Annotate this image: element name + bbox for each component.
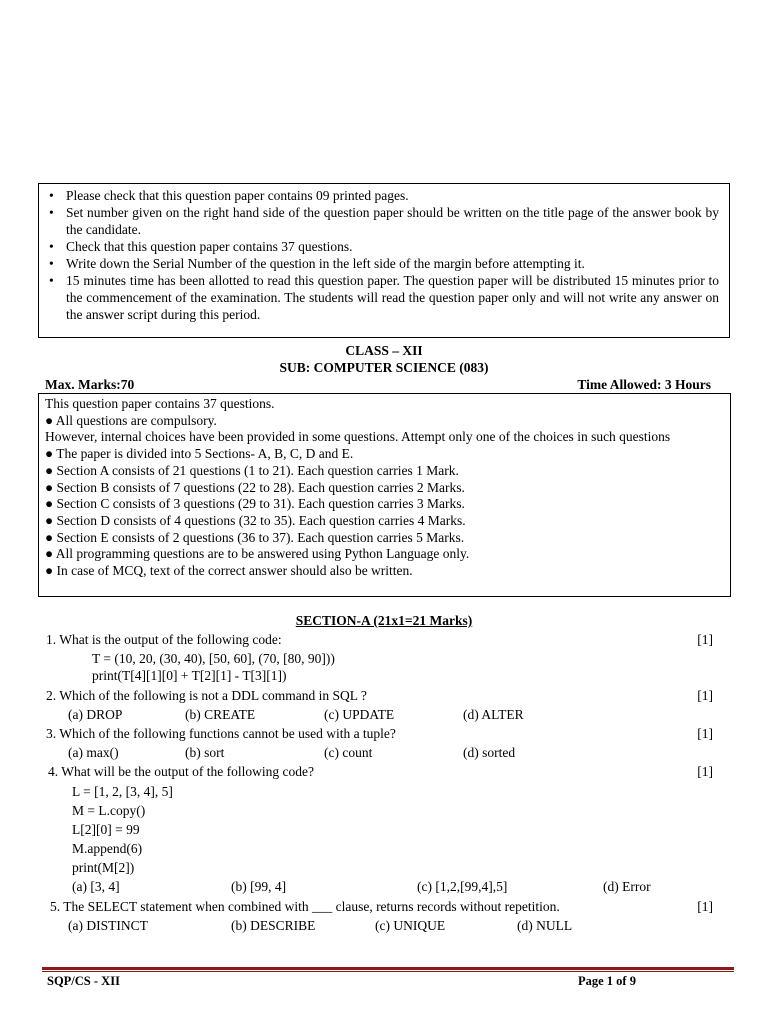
- question-4-code-line: M = L.copy(): [72, 803, 146, 818]
- question-2-option-b: (b) CREATE: [185, 707, 256, 722]
- instructions-box: [38, 183, 730, 338]
- question-5-option-c: (c) UNIQUE: [375, 918, 446, 933]
- general-instruction-line: ● Section C consists of 3 questions (29 to 31). Each question carries 3 Marks.: [45, 496, 465, 512]
- question-1-code-line: print(T[4][1][0] + T[2][1] - T[3][1]): [92, 668, 287, 683]
- question-5-option-b: (b) DESCRIBE: [231, 918, 316, 933]
- section-a-title: SECTION-A (21x1=21 Marks): [295, 613, 473, 628]
- question-3-option-c: (c) count: [324, 745, 373, 760]
- general-instruction-line: This question paper contains 37 questions.: [45, 396, 275, 411]
- general-instruction-line: ● Section D consists of 4 questions (32 to 35). Each question carries 4 Marks.: [45, 512, 466, 528]
- question-4-option-a: (a) [3, 4]: [72, 879, 120, 894]
- question-3-option-a: (a) max(): [68, 745, 119, 760]
- general-instruction-line: ● In case of MCQ, text of the correct answer should also be written.: [45, 563, 413, 579]
- question-4-code-line: L[2][0] = 99: [72, 822, 140, 837]
- instruction-item: • Set number given on the right hand side of the question paper should be written on the title page of the answer book by the candidate.: [66, 204, 719, 238]
- question-5-option-a: (a) DISTINCT: [68, 918, 148, 933]
- question-1-text: 1. What is the output of the following code:: [46, 632, 282, 647]
- question-2-option-d: (d) ALTER: [463, 707, 524, 722]
- question-4-option-b: (b) [99, 4]: [231, 879, 287, 894]
- max-marks: Max. Marks:70: [45, 377, 135, 392]
- question-4-code-line: L = [1, 2, [3, 4], 5]: [72, 784, 173, 799]
- question-4-code-line: M.append(6): [72, 841, 143, 856]
- instruction-item: • Write down the Serial Number of the question in the left side of the margin before attempting it.: [66, 255, 719, 272]
- question-5-marks: [1]: [697, 899, 713, 914]
- question-4-text: 4. What will be the output of the following code?: [48, 764, 314, 779]
- general-instruction-line: ● Section B consists of 7 questions (22 to 28). Each question carries 2 Marks.: [45, 479, 465, 495]
- instruction-item: • Check that this question paper contains 37 questions.: [66, 238, 719, 255]
- question-2-option-a: (a) DROP: [68, 707, 123, 722]
- footer-divider: [42, 971, 734, 972]
- question-4-option-c: (c) [1,2,[99,4],5]: [417, 879, 508, 894]
- question-1-code-line: T = (10, 20, (30, 40), [50, 60], (70, [80, 90])): [92, 651, 335, 666]
- question-4-option-d: (d) Error: [603, 879, 651, 894]
- question-3-option-b: (b) sort: [185, 745, 225, 760]
- general-instructions-box: [38, 393, 731, 597]
- class-heading: CLASS – XII: [345, 343, 423, 358]
- general-instruction-line: However, internal choices have been provided in some questions. Attempt only one of the choices in such questions: [45, 429, 671, 445]
- footer-page-number: Page 1 of 9: [578, 974, 636, 988]
- question-4-marks: [1]: [697, 764, 713, 779]
- question-3-marks: [1]: [697, 726, 713, 741]
- question-5-option-d: (d) NULL: [517, 918, 573, 933]
- general-instruction-line: ● All questions are compulsory.: [45, 412, 217, 428]
- footer-paper-code: SQP/CS - XII: [47, 974, 120, 988]
- general-instruction-line: ● The paper is divided into 5 Sections- A, B, C, D and E.: [45, 446, 354, 462]
- question-1-marks: [1]: [697, 632, 713, 647]
- general-instruction-line: ● Section E consists of 2 questions (36 to 37). Each question carries 5 Marks.: [45, 529, 465, 545]
- question-3-text: 3. Which of the following functions cannot be used with a tuple?: [46, 726, 396, 741]
- instruction-item: • 15 minutes time has been allotted to read this question paper. The question paper will be distributed 15 minutes prior to the commencement of the examination. The students will read the question paper only and will not write any answer on the answer script during this period.: [66, 272, 719, 323]
- general-instruction-line: ● All programming questions are to be answered using Python Language only.: [45, 546, 470, 562]
- question-5-text: 5. The SELECT statement when combined with ___ clause, returns records without repetition.: [50, 899, 560, 914]
- instruction-item: • Please check that this question paper contains 09 printed pages.: [66, 187, 719, 204]
- general-instruction-line: ● Section A consists of 21 questions (1 to 21). Each question carries 1 Mark.: [45, 462, 459, 478]
- question-2-text: 2. Which of the following is not a DDL command in SQL ?: [46, 688, 367, 703]
- question-4-code-line: print(M[2]): [72, 860, 135, 875]
- question-2-option-c: (c) UPDATE: [324, 707, 395, 722]
- question-2-marks: [1]: [697, 688, 713, 703]
- footer-divider: [42, 967, 734, 970]
- subject-heading: SUB: COMPUTER SCIENCE (083): [279, 360, 489, 375]
- time-allowed: Time Allowed: 3 Hours: [577, 377, 711, 392]
- question-3-option-d: (d) sorted: [463, 745, 516, 760]
